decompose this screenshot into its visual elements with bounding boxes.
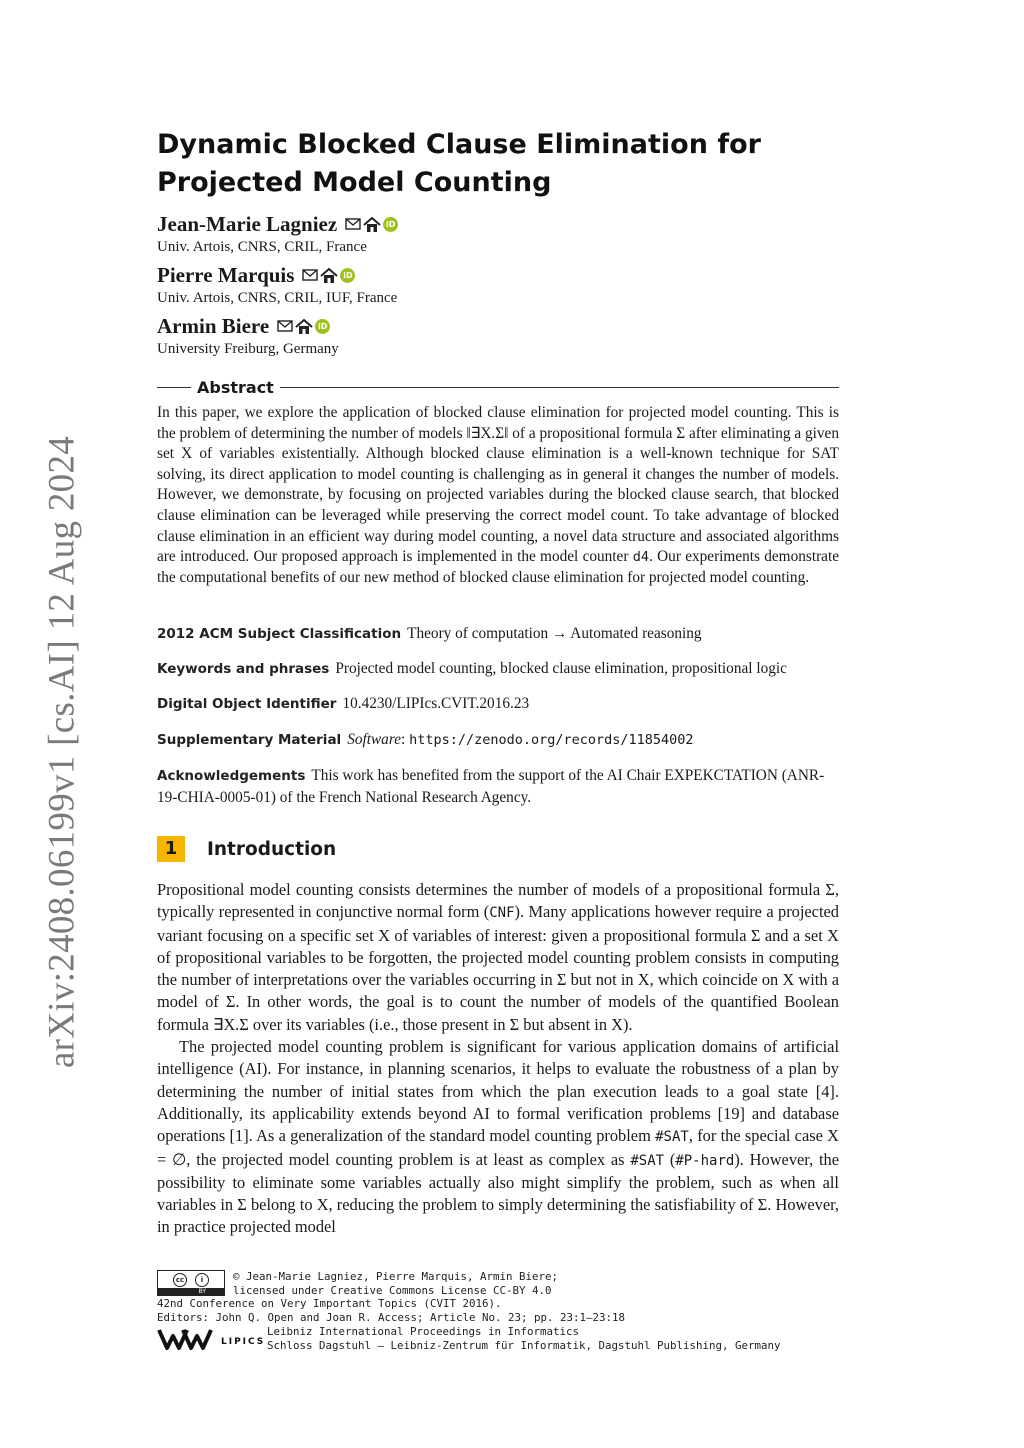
cc-icon: cc (173, 1273, 187, 1287)
arxiv-identifier: arXiv:2408.06199v1 [cs.AI] 12 Aug 2024 (41, 435, 83, 1069)
author-name-row (157, 263, 397, 287)
home-icon[interactable] (295, 319, 313, 334)
author-affiliation: Univ. Artois, CNRS, CRIL, IUF, France (157, 290, 398, 306)
license-line: licensed under Creative Commons License CC-BY 4.0 (233, 1283, 552, 1297)
author-block (157, 212, 398, 257)
home-icon[interactable] (363, 217, 381, 232)
lipics-line: Schloss Dagstuhl – Leibniz-Zentrum für Informatik, Dagstuhl Publishing, Germany (267, 1338, 781, 1352)
orcid-icon[interactable]: iD (340, 268, 355, 283)
orcid-icon[interactable]: iD (383, 217, 398, 232)
section-heading (157, 836, 336, 862)
email-icon[interactable] (277, 320, 293, 332)
acm-classification: 2012 ACM Subject Classification Theory of computation → Automated reasoning (157, 625, 702, 642)
orcid-icon[interactable]: iD (315, 319, 330, 334)
supplementary-material: Supplementary Material Software: https://zenodo.org/records/11854002 (157, 731, 694, 748)
cc-by-badge: cc i BY (157, 1270, 225, 1296)
author-name: Armin Biere (157, 314, 270, 338)
tool-name: d4 (632, 549, 650, 566)
email-icon[interactable] (345, 218, 361, 230)
doi-link[interactable]: 10.4230/LIPIcs.CVIT.2016.23 (342, 695, 530, 712)
paper-title: Dynamic Blocked Clause Elimination for Projected Model Counting (157, 129, 761, 198)
abstract-label: Abstract (197, 378, 274, 397)
keywords: Keywords and phrases Projected model counting, blocked clause elimination, propositional logic (157, 660, 787, 677)
author-affiliation: University Freiburg, Germany (157, 341, 339, 357)
author-name: Pierre Marquis (157, 263, 295, 287)
author-name: Jean-Marie Lagniez (157, 212, 338, 236)
author-block (157, 263, 397, 308)
supplementary-url[interactable]: https://zenodo.org/records/11854002 (409, 732, 694, 748)
attribution-icon: i (195, 1273, 209, 1287)
abstract-heading (157, 378, 839, 397)
abstract-rule-left (157, 387, 191, 388)
author-block (157, 314, 339, 359)
acknowledgements: Acknowledgements This work has benefited from the support of the AI Chair EXPEKCTATION (ANR-19-CHIA-0005-01) of the French National Research Agency. (157, 767, 825, 806)
abstract-rule-right (280, 387, 839, 388)
lipics-mark-icon (157, 1328, 213, 1350)
doi: Digital Object Identifier 10.4230/LIPIcs.CVIT.2016.23 (157, 695, 530, 712)
intro-paragraph: The projected model counting problem is significant for various application domains of artificial intelligence (AI). For instance, in planning scenarios, it helps to evaluate the robustness of a plan by determining the number of initial states from which the plan execution leads to a goal state [4]. Additionally, its applicability extends beyond AI to formal verification problems [19] and database operations [1]. As a generalization of the standard model counting problem #SAT, for the special case X = ∅, the projected model counting problem is at least as complex as #SAT (#P-hard). However, the possibility to eliminate some variables actually also might simplify the problem, such as when all variables in Σ belong to X, reducing the problem to simply determining the satisfiability of Σ. However, in practice projected model (157, 1037, 839, 1237)
email-icon[interactable] (302, 269, 318, 281)
section-title: Introduction (207, 838, 337, 860)
abstract-text: In this paper, we explore the application of blocked clause elimination for projected model counting. This is the problem of determining the number of models ‖∃X.Σ‖ of a propositional formula Σ after eliminating a given set X of variables existentially. Although blocked clause elimination is a well-known technique for SAT solving, its direct application to model counting is challenging as in general it changes the number of models. However, we demonstrate, by focusing on projected variables during the blocked clause search, that blocked clause elimination can be leveraged while preserving the correct model count. To take advantage of blocked clause elimination in an efficient way during model counting, a novel data structure and associated algorithms are introduced. Our proposed approach is implemented in the model counter d4. Our experiments demonstrate the computational benefits of our new method of blocked clause elimination for projected model counting. (157, 404, 840, 586)
lipics-line: Leibniz International Proceedings in Informatics (267, 1325, 580, 1338)
editors-line: Editors: John Q. Open and Joan R. Access; Article No. 23; pp. 23:1–23:18 (157, 1310, 626, 1324)
conference-line: 42nd Conference on Very Important Topics (CVIT 2016). (157, 1297, 502, 1310)
author-affiliation: Univ. Artois, CNRS, CRIL, France (157, 239, 367, 255)
section-number: 1 (157, 836, 185, 862)
page-footer (157, 1270, 839, 1352)
intro-paragraph: Propositional model counting consists determines the number of models of a propositional formula Σ, typically represented in conjunctive normal form (CNF). Many applications however require a projected variant focusing on a specific set X of variables of interest: given a propositional formula Σ and a set X of propositional variables to be forgotten, the projected model counting problem consists in computing the number of interpretations over the variables occurring in Σ but not in X, which coincide on X with a model of Σ. In other words, the goal is to count the number of models of the quantified Boolean formula ∃X.Σ over its variables (i.e., those present in Σ but absent in X). (157, 880, 839, 1034)
introduction-body (157, 879, 839, 1239)
home-icon[interactable] (320, 268, 338, 283)
license-line: © Jean-Marie Lagniez, Pierre Marquis, Armin Biere; (233, 1270, 559, 1283)
author-name-row (157, 212, 398, 236)
author-name-row (157, 314, 339, 338)
lipics-logo: LIPICS (157, 1328, 267, 1350)
